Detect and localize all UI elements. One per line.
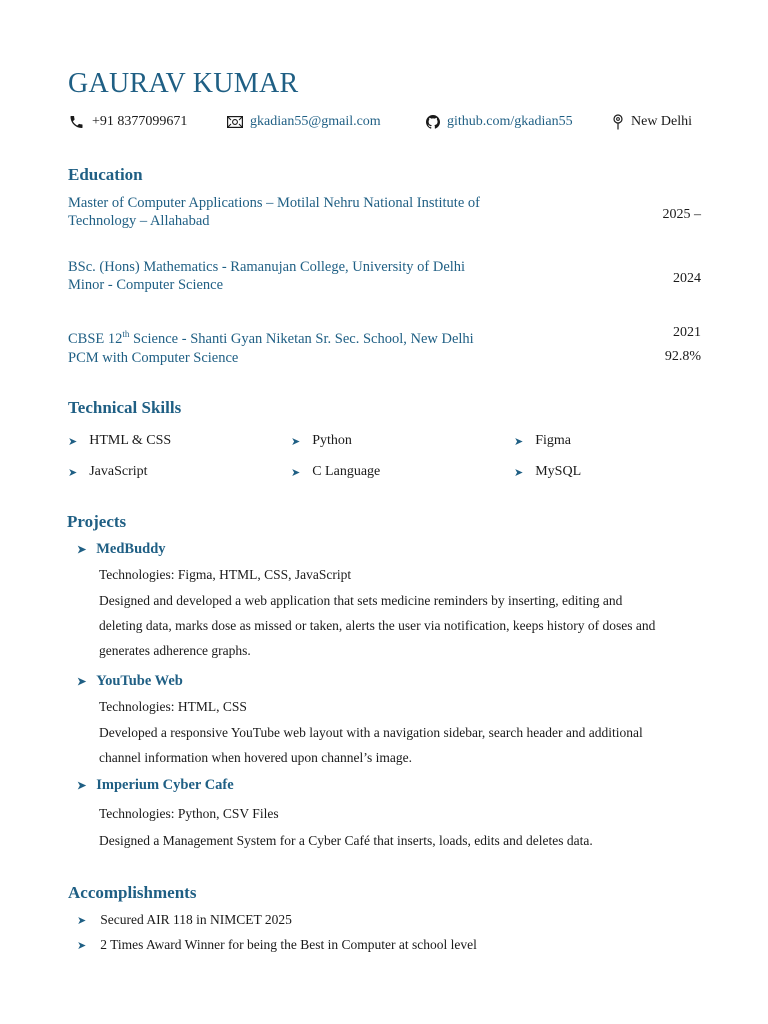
- phone-number: +91 8377099671: [92, 114, 188, 129]
- institution-line: Technology – Allahabad: [68, 213, 210, 229]
- email-icon: [227, 116, 243, 128]
- education-score: 92.8%: [664, 349, 701, 364]
- minor-line: Minor - Computer Science: [68, 277, 224, 293]
- project-description-line: Designed and developed a web application that sets medicine reminders by inserting, editing and: [99, 593, 623, 608]
- project-description-line: Designed a Management System for a Cyber Café that inserts, loads, edits and deletes data.: [99, 833, 593, 848]
- degree-line: Master of Computer Applications – Motilal Nehru National Institute of: [68, 195, 480, 211]
- education-heading: Education: [68, 165, 143, 184]
- arrow-bullet-icon: ➤: [77, 939, 87, 952]
- location-text: New Delhi: [631, 114, 693, 129]
- project-technologies: Technologies: Figma, HTML, CSS, JavaScript: [99, 567, 352, 582]
- github-icon: [426, 115, 440, 129]
- accomplishment-item: ➤ 2 Times Award Winner for being the Best in Computer at school level: [77, 937, 477, 952]
- contact-location: [612, 112, 692, 132]
- education-year: 2024: [673, 271, 701, 286]
- arrow-bullet-icon: ➤: [68, 466, 78, 479]
- skill-item: ➤ MySQL: [514, 464, 582, 479]
- projects-heading: Projects: [67, 512, 127, 531]
- github-link[interactable]: github.com/gkadian55: [447, 114, 573, 129]
- skill-item: ➤ Python: [291, 433, 352, 448]
- accomplishments-heading: Accomplishments: [68, 883, 197, 902]
- education-year: 2025 –: [662, 207, 701, 222]
- school-line: CBSE 12th Science - Shanti Gyan Niketan Sr. Sec. School, New Delhi: [68, 329, 474, 347]
- project-description-line: Developed a responsive YouTube web layout with a navigation sidebar, search header and additional: [99, 725, 643, 740]
- project-technologies: Technologies: HTML, CSS: [99, 699, 247, 714]
- email-link[interactable]: gkadian55@gmail.com: [250, 114, 381, 129]
- arrow-bullet-icon: ➤: [514, 466, 524, 479]
- education-entry-mca: [68, 194, 480, 230]
- skill-item: ➤ HTML & CSS: [68, 433, 172, 448]
- project-title: ➤ MedBuddy: [77, 541, 166, 557]
- contact-phone: [68, 112, 187, 132]
- arrow-bullet-icon: ➤: [68, 435, 78, 448]
- arrow-bullet-icon: ➤: [291, 435, 301, 448]
- accomplishment-item: ➤ Secured AIR 118 in NIMCET 2025: [77, 912, 292, 927]
- project-technologies: Technologies: Python, CSV Files: [99, 806, 279, 821]
- degree-line: BSc. (Hons) Mathematics - Ramanujan College, University of Delhi: [68, 259, 466, 275]
- education-entry-bsc: [68, 258, 465, 294]
- project-title: ➤ Imperium Cyber Cafe: [77, 777, 234, 793]
- arrow-bullet-icon: ➤: [514, 435, 524, 448]
- skill-item: ➤ C Language: [291, 464, 381, 479]
- skills-heading: Technical Skills: [68, 398, 182, 417]
- skill-item: ➤ Figma: [514, 433, 571, 448]
- project-description-line: channel information when hovered upon channel’s image.: [99, 750, 413, 765]
- project-description-line: generates adherence graphs.: [99, 643, 251, 658]
- education-year: 2021: [673, 325, 701, 340]
- project-title: ➤ YouTube Web: [77, 673, 183, 689]
- contact-email[interactable]: [227, 112, 381, 132]
- project-description-line: deleting data, marks dose as missed or taken, alerts the user via notification, keeps history of doses and: [99, 618, 656, 633]
- education-entry-cbse: [68, 325, 474, 348]
- phone-icon: [68, 114, 85, 130]
- arrow-bullet-icon: ➤: [77, 544, 87, 556]
- arrow-bullet-icon: ➤: [77, 780, 87, 792]
- arrow-bullet-icon: ➤: [77, 914, 87, 927]
- candidate-name: GAURAV KUMAR: [68, 68, 299, 99]
- contact-github[interactable]: [426, 112, 573, 132]
- arrow-bullet-icon: ➤: [77, 676, 87, 688]
- arrow-bullet-icon: ➤: [291, 466, 301, 479]
- stream-line: PCM with Computer Science: [68, 350, 239, 366]
- skill-item: ➤ JavaScript: [68, 464, 148, 479]
- location-pin-icon: [612, 114, 624, 130]
